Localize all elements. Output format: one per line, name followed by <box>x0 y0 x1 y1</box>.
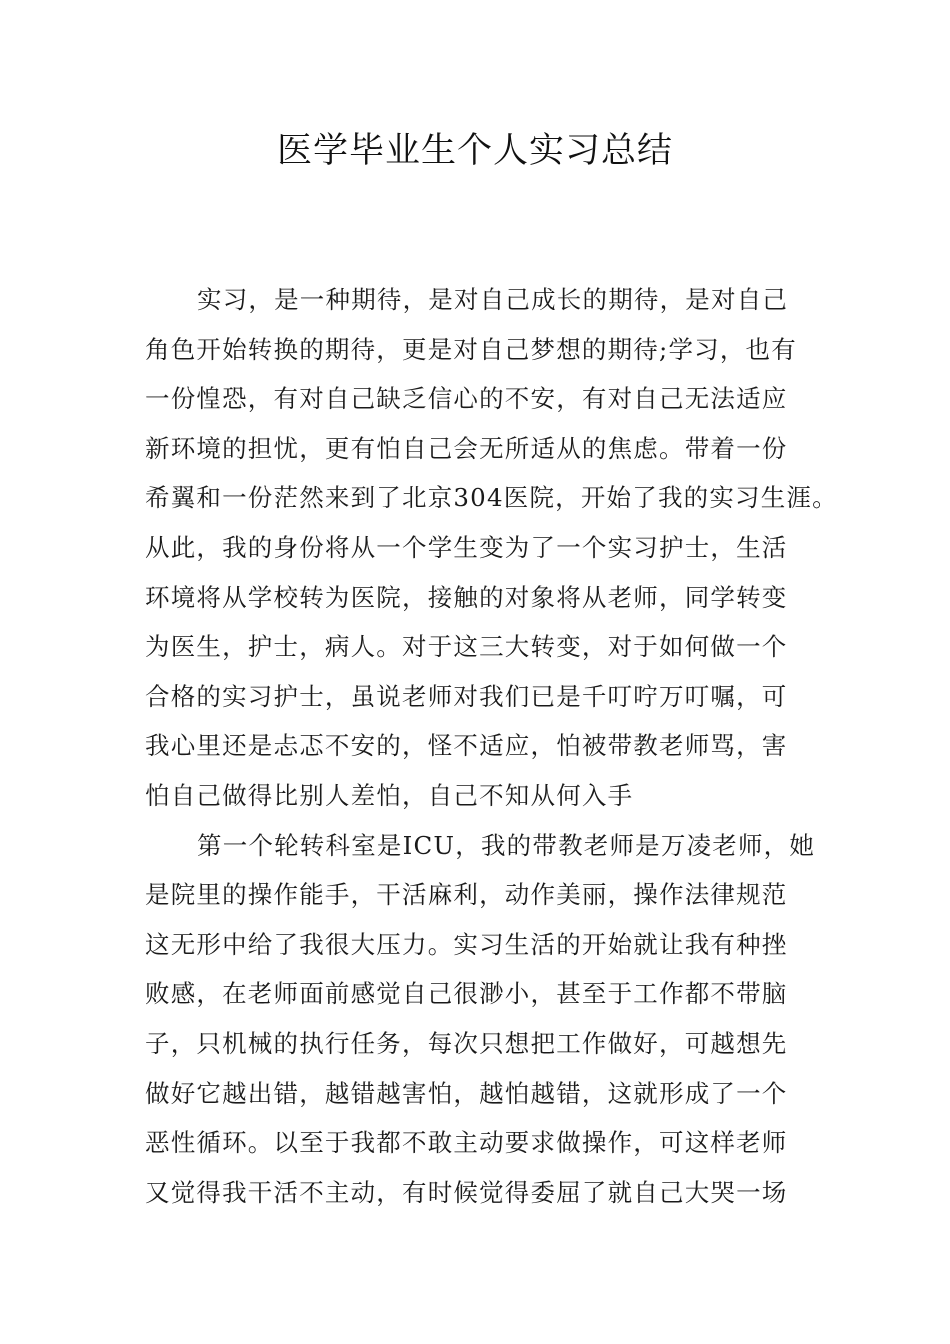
paragraph-line: 怕自己做得比别人差怕，自己不知从何入手 <box>145 780 634 810</box>
paragraph-line: 环境将从学校转为医院，接触的对象将从老师，同学转变 <box>145 582 788 612</box>
paragraph-line: 新环境的担忧，更有怕自己会无所适从的焦虑。带着一份 <box>145 433 788 463</box>
paragraph-line: 做好它越出错，越错越害怕，越怕越错，这就形成了一个 <box>145 1078 788 1108</box>
paragraph-line: 角色开始转换的期待，更是对自己梦想的期待;学习，也有 <box>145 334 797 364</box>
paragraph-line: 这无形中给了我很大压力。实习生活的开始就让我有种挫 <box>145 929 788 959</box>
paragraph-line: 第一个轮转科室是ICU，我的带教老师是万凌老师，她 <box>197 830 816 860</box>
document-body <box>145 275 838 1217</box>
paragraph-line: 为医生，护士，病人。对于这三大转变，对于如何做一个 <box>145 632 788 662</box>
paragraph-line: 从此，我的身份将从一个学生变为了一个实习护士，生活 <box>145 532 788 562</box>
paragraph-line: 我心里还是忐忑不安的，怪不适应，怕被带教老师骂，害 <box>145 731 788 761</box>
paragraph-line: 实习，是一种期待，是对自己成长的期待，是对自己 <box>197 285 789 314</box>
paragraph-line: 又觉得我干活不主动，有时候觉得委屈了就自己大哭一场 <box>145 1177 788 1207</box>
document-title: 医学毕业生个人实习总结 <box>276 131 673 171</box>
paragraph-line: 希翼和一份茫然来到了北京304医院，开始了我的实习生涯。 <box>145 483 838 513</box>
paragraph-line: 子，只机械的执行任务，每次只想把工作做好，可越想先 <box>145 1028 788 1058</box>
paragraph-line: 合格的实习护士，虽说老师对我们已是千叮咛万叮嘱，可 <box>145 681 788 711</box>
paragraph-line: 恶性循环。以至于我都不敢主动要求做操作，可这样老师 <box>145 1128 788 1158</box>
paragraph-line: 败感，在老师面前感觉自己很渺小，甚至于工作都不带脑 <box>145 979 788 1009</box>
paragraph-line: 是院里的操作能手，干活麻利，动作美丽，操作法律规范 <box>145 880 788 910</box>
paragraph-line: 一份惶恐，有对自己缺乏信心的不安，有对自己无法适应 <box>145 384 788 414</box>
